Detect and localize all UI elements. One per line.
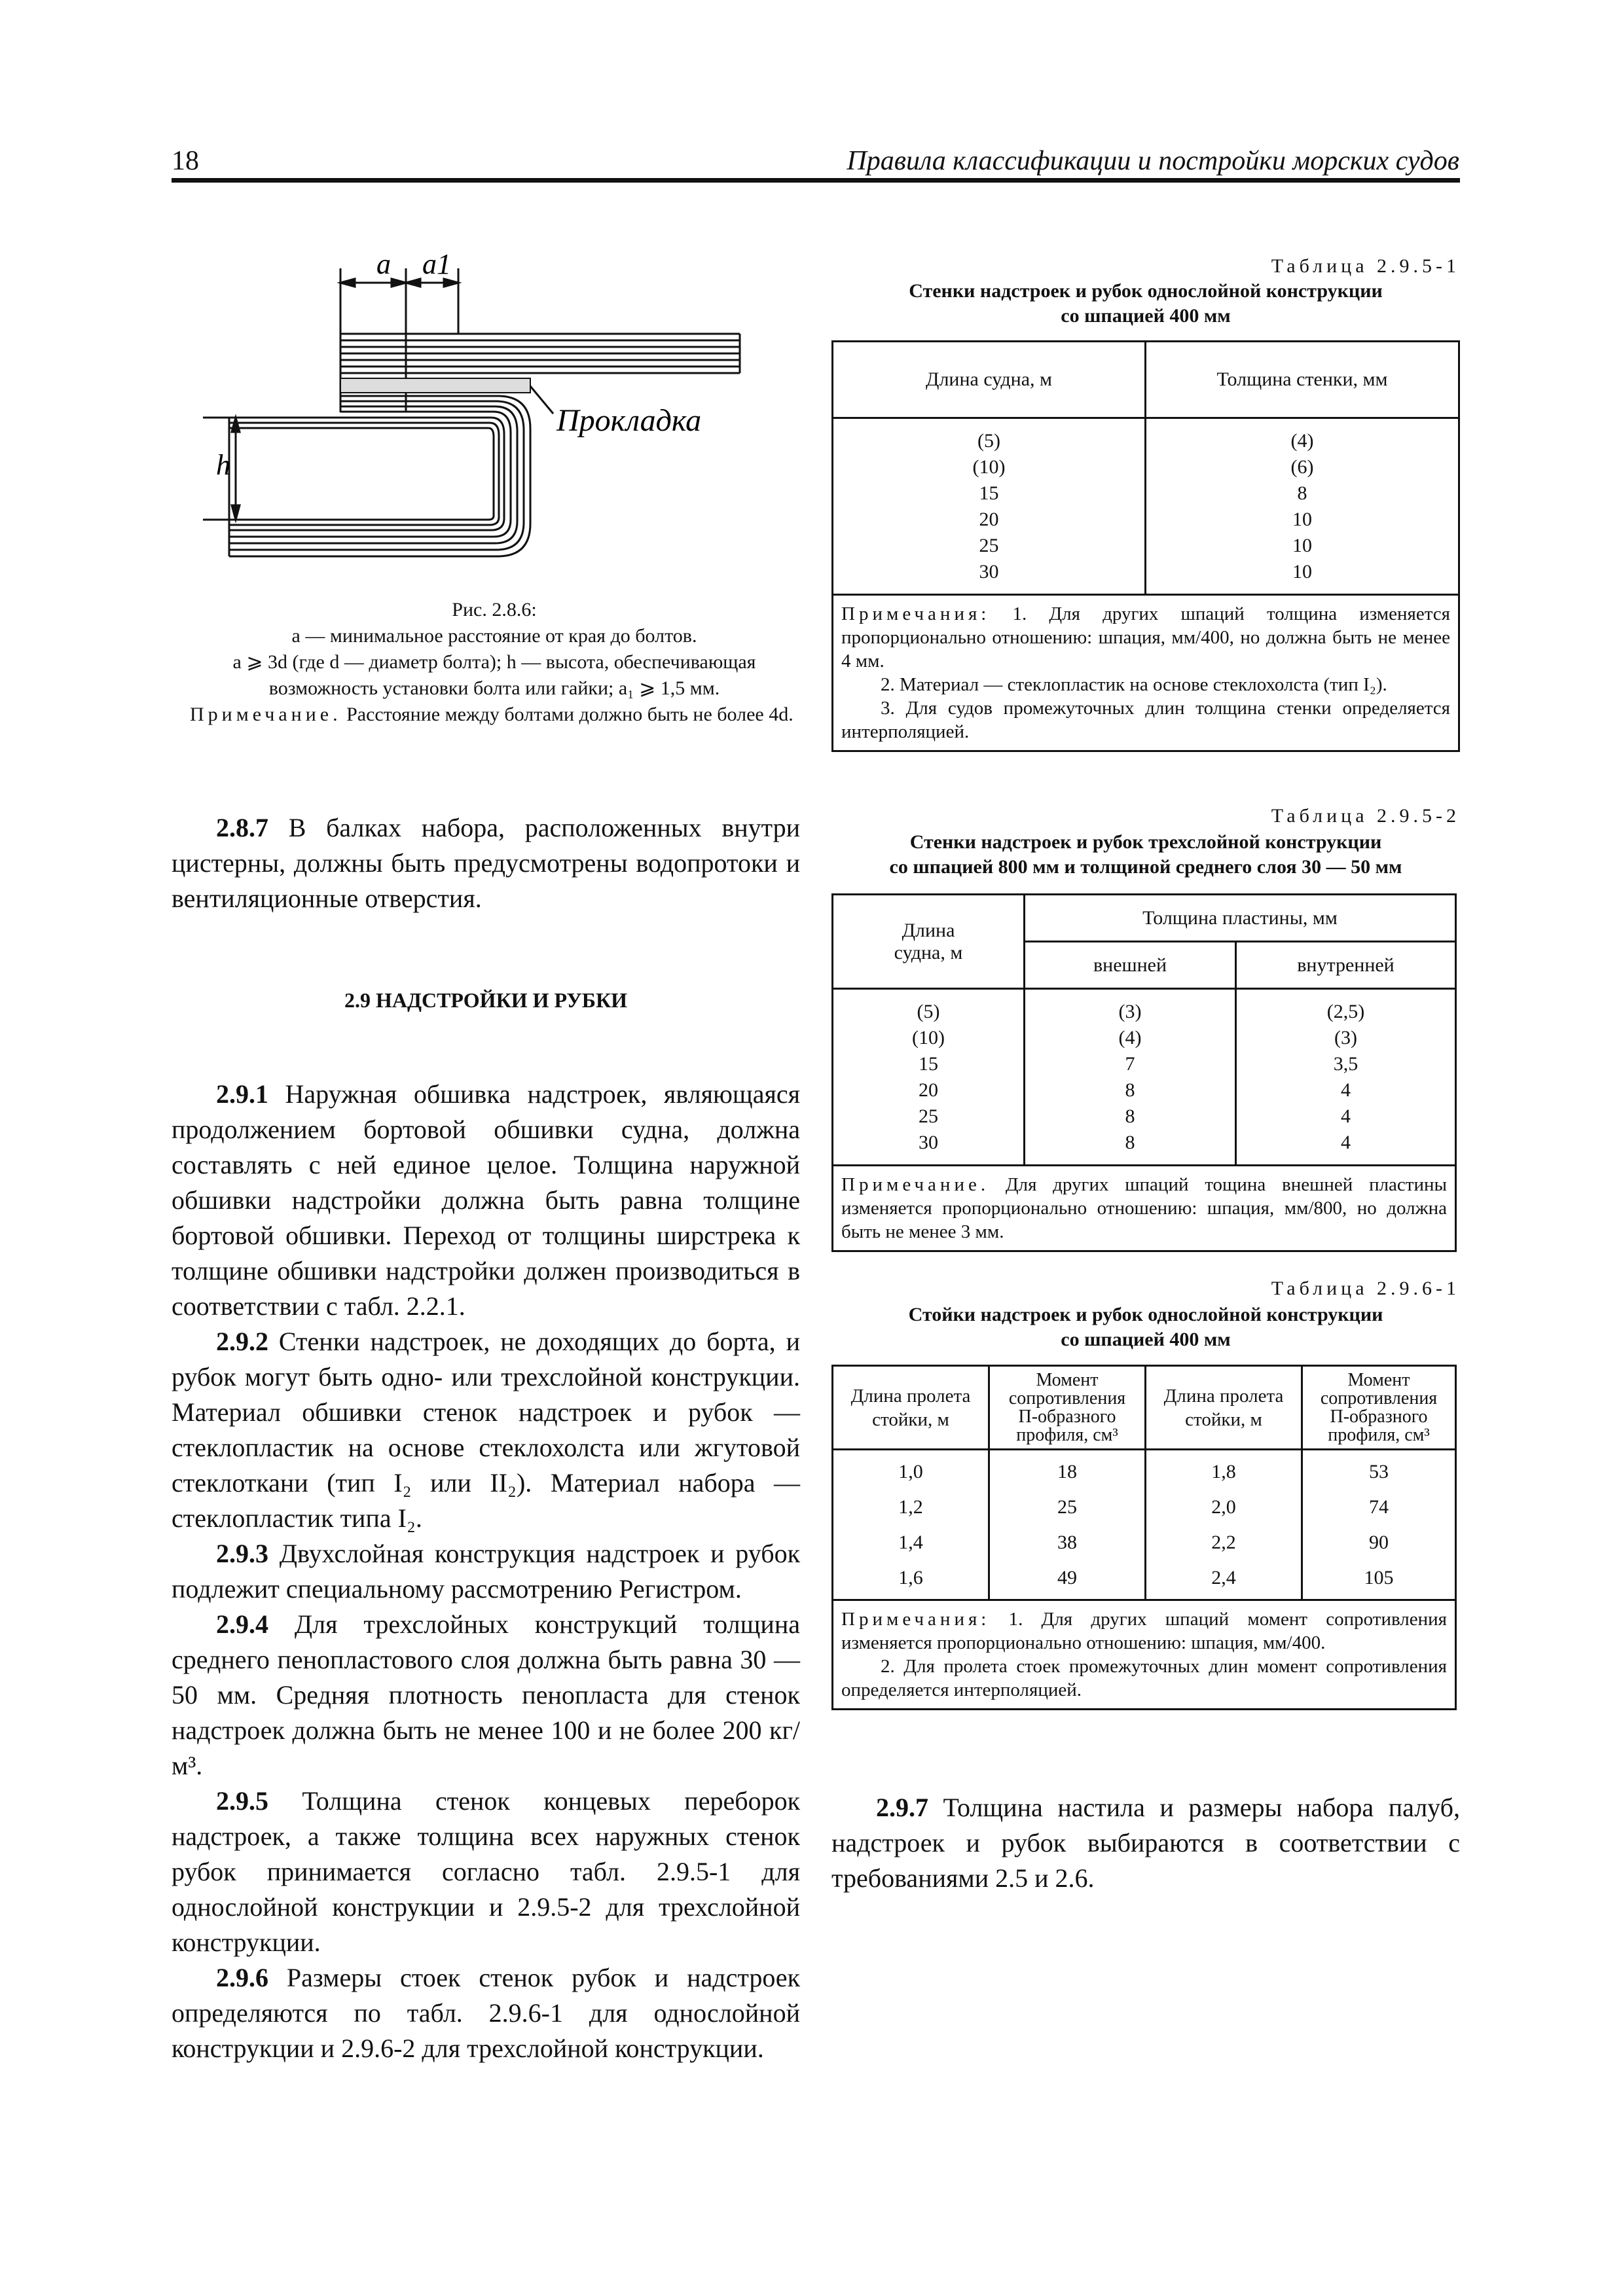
paragraph-2-9-7 <box>831 1790 1460 1896</box>
table-2-9-5-2-caption: Таблица 2.9.5-2 <box>1271 805 1460 827</box>
cell: 15 <box>919 1052 938 1075</box>
cell: 2,4 <box>1211 1566 1236 1588</box>
cell: 25 <box>919 1105 938 1127</box>
col-header-outer: внешней <box>1025 942 1236 989</box>
table-2-9-5-2 <box>831 893 1457 1252</box>
cell: 2,0 <box>1211 1496 1236 1518</box>
note-label: Примечания: <box>841 603 991 624</box>
cell: 30 <box>919 1131 938 1153</box>
section-heading: 2.9 НАДСТРОЙКИ И РУБКИ <box>344 988 628 1012</box>
note: 2. Для пролета стоек промежуточных длин момент сопротивления определяется интерполяцией. <box>841 1656 1447 1700</box>
cell: 7 <box>1125 1052 1135 1075</box>
table-2-9-5-1 <box>831 340 1460 752</box>
moment-values-2 <box>1302 1450 1456 1600</box>
table-2-9-5-2-title <box>831 830 1460 880</box>
cell: 1,2 <box>898 1496 923 1518</box>
cell: 30 <box>979 560 999 583</box>
paragraph-text: Наружная обшивка надстроек, являющаяся продолжением бортовой обшивки судна, должна составлять с ней единое целое. Толщина наружной обшивки надстройки должна быть равна толщине бортовой обшивки. Переход от толщины ширстрека к толщине обшивки надстройки должен производиться в соответствии с табл. 2.2.1. <box>172 1079 800 1321</box>
cell: (4) <box>1118 1026 1142 1049</box>
note-text: 1. Для других шпаций толщина изменяется пропорционально отношению: шпация, мм/400, но должна быть не менее 4 мм. <box>841 603 1450 672</box>
dim-a-label: a <box>376 249 391 280</box>
thickness-values <box>1146 418 1459 595</box>
note-label: Примечание. <box>841 1174 990 1195</box>
col-header-inner: внутренней <box>1236 942 1456 989</box>
header-line: сопротивления <box>1008 1388 1126 1408</box>
cell: 20 <box>979 508 999 530</box>
header-line: Момент <box>1347 1369 1410 1390</box>
running-title: Правила классификации и постройки морских судов <box>847 146 1459 176</box>
cell: 1,0 <box>898 1460 923 1482</box>
paragraph-2-9-3 <box>172 1536 800 1607</box>
cell: 1,6 <box>898 1566 923 1588</box>
header-line: П-образного <box>1330 1406 1428 1427</box>
col-group-thickness: Толщина пластины, мм <box>1025 895 1456 942</box>
paragraph-2-9-2 <box>172 1324 800 1536</box>
figure-2-8-6-diagram <box>190 249 779 589</box>
clause-number: 2.9.6 <box>216 1963 268 1992</box>
note <box>841 1173 1447 1244</box>
paragraph-2-9-4 <box>172 1607 800 1784</box>
col-header-span-1: Длина пролета стойки, м <box>833 1366 989 1450</box>
title-line: со шпацией 400 мм <box>1061 305 1231 327</box>
cell: (5) <box>917 1000 940 1022</box>
title-line: со шпацией 800 мм и толщиной среднего слоя 30 — 50 мм <box>889 856 1402 878</box>
cell: 4 <box>1341 1105 1351 1127</box>
header-line: Длина <box>902 919 955 941</box>
header-line: судна, м <box>894 941 963 963</box>
header-line: сопротивления <box>1320 1388 1438 1408</box>
title-line: Стенки надстроек и рубок трехслойной конструкции <box>909 831 1382 853</box>
cell: 8 <box>1125 1105 1135 1127</box>
cell: 18 <box>1057 1460 1077 1482</box>
header-rule <box>172 178 1460 183</box>
paragraph-text: Толщина стенок концевых переборок надстроек, а также толщина всех наружных стенок рубок принимается согласно табл. 2.9.5-1 для однослойной конструкции и 2.9.5-2 для трехслойной конструкции. <box>172 1786 800 1957</box>
col-header-length <box>833 895 1025 989</box>
title-line: Стенки надстроек и рубок однослойной конструкции <box>909 280 1383 302</box>
table-2-9-6-1-title <box>831 1302 1460 1352</box>
table-notes <box>833 1166 1456 1251</box>
paragraph-text: В балках набора, расположенных внутри цистерны, должны быть предусмотрены водопротоки и вентиляционные отверстия. <box>172 813 800 913</box>
cell: 4 <box>1341 1131 1351 1153</box>
title-line: Стойки надстроек и рубок однослойной конструкции <box>908 1304 1383 1325</box>
cell: (10) <box>912 1026 945 1049</box>
table-2-9-6-1 <box>831 1365 1457 1710</box>
col-header-length: Длина судна, м <box>833 342 1146 418</box>
clause-number: 2.9.4 <box>216 1609 268 1639</box>
title-line: со шпацией 400 мм <box>1061 1329 1231 1350</box>
cell: 90 <box>1369 1531 1389 1553</box>
cell: 1,8 <box>1211 1460 1236 1482</box>
cell: 4 <box>1341 1079 1351 1101</box>
cell: (5) <box>977 429 1000 452</box>
paragraph-text: Стенки надстроек, не доходящих до борта, и рубок могут быть одно- или трехслойной конструкции. Материал обшивки стенок надстроек и рубок — стеклопластик на основе стеклохолста или жгутовой стеклоткани (тип I₂ или II₂). Материал набора — стеклопластик типа I₂. <box>172 1327 800 1533</box>
paragraph-2-9-6 <box>172 1960 800 2066</box>
caption-title: Рис. 2.8.6: <box>452 599 537 620</box>
cell: (10) <box>972 456 1006 478</box>
cell: 3,5 <box>1333 1052 1359 1075</box>
outer-values <box>1025 989 1236 1166</box>
cell: 25 <box>1057 1496 1077 1518</box>
caption-line: возможность установки болта или гайки; a₁ ⩾ 1,5 мм. <box>268 677 720 699</box>
header-line: профиля, см³ <box>1328 1424 1430 1445</box>
cell: 10 <box>1292 560 1312 583</box>
paragraph-2-9-1 <box>172 1077 800 1324</box>
note-label: Примечание. <box>190 704 342 725</box>
caption-line: a ⩾ 3d (где d — диаметр болта); h — высота, обеспечивающая <box>232 651 756 673</box>
paragraph-text: Толщина настила и размеры набора палуб, надстроек и рубок выбираются в соответствии с требованиями 2.5 и 2.6. <box>831 1793 1460 1893</box>
section-2-9-text <box>172 1077 800 2066</box>
cell: 15 <box>979 482 999 504</box>
cell: 25 <box>979 534 999 556</box>
paragraph <box>831 1790 1460 1896</box>
cell: 2,2 <box>1211 1531 1236 1553</box>
clause-number: 2.9.5 <box>216 1786 268 1816</box>
page-number: 18 <box>172 146 199 176</box>
paragraph-text: Двухслойная конструкция надстроек и рубок подлежит специальному рассмотрению Регистром. <box>172 1539 800 1604</box>
table-notes <box>833 1600 1456 1710</box>
col-header-thickness: Толщина стенки, мм <box>1146 342 1459 418</box>
note-label: Примечания: <box>841 1609 991 1630</box>
figure-caption <box>190 597 799 728</box>
cell: (3) <box>1334 1026 1357 1049</box>
cell: (2,5) <box>1326 1000 1365 1022</box>
note: 3. Для судов промежуточных длин толщина стенки определяется интерполяцией. <box>841 698 1450 742</box>
note: 2. Материал — стеклопластик на основе стеклохолста (тип I₂). <box>881 674 1387 695</box>
dim-a1-label: a1 <box>422 249 451 280</box>
gasket-label: Прокладка <box>556 403 702 438</box>
caption-line: a — минимальное расстояние от края до болтов. <box>291 625 697 647</box>
header-line: Момент <box>1036 1369 1099 1390</box>
span-values-1 <box>833 1450 989 1600</box>
moment-values-1 <box>989 1450 1146 1600</box>
note <box>841 1607 1447 1655</box>
cell: 1,4 <box>898 1531 923 1553</box>
cell: 53 <box>1369 1460 1389 1482</box>
cell: 49 <box>1057 1566 1077 1588</box>
span-values-2 <box>1146 1450 1302 1600</box>
table-2-9-6-1-caption: Таблица 2.9.6-1 <box>1271 1278 1460 1299</box>
paragraph-text: Размеры стоек стенок рубок и надстроек определяются по табл. 2.9.6-1 для однослойной конструкции и 2.9.6-2 для трехслойной конструкции. <box>172 1963 800 2063</box>
header-line: профиля, см³ <box>1016 1424 1118 1445</box>
length-values <box>833 989 1025 1166</box>
cell: (4) <box>1290 429 1314 452</box>
col-header-moment-2 <box>1302 1366 1456 1450</box>
cell: 8 <box>1125 1131 1135 1153</box>
note-text: 1. Для других шпаций момент сопротивления изменяется пропорционально отношению: шпация, мм/400. <box>841 1609 1447 1653</box>
cell: 74 <box>1369 1496 1389 1518</box>
cell: 10 <box>1292 534 1312 556</box>
table-2-9-5-1-title <box>831 279 1460 329</box>
header-line: П-образного <box>1018 1406 1116 1427</box>
paragraph <box>172 810 800 916</box>
table-2-9-5-1-caption: Таблица 2.9.5-1 <box>1271 255 1460 277</box>
cell: 105 <box>1364 1566 1394 1588</box>
clause-number: 2.9.2 <box>216 1327 268 1356</box>
table-notes <box>833 595 1459 751</box>
note-text: Для других шпаций тощина внешней пластины изменяется пропорционально отношению: шпация, мм/800, но должна быть не менее 3 мм. <box>841 1174 1447 1242</box>
cell: 8 <box>1125 1079 1135 1101</box>
cell: (3) <box>1118 1000 1142 1022</box>
cell: 20 <box>919 1079 938 1101</box>
clause-number: 2.9.3 <box>216 1539 268 1568</box>
paragraph-2-8-7 <box>172 810 800 916</box>
cell: 38 <box>1057 1531 1077 1553</box>
cell: (6) <box>1290 456 1314 478</box>
length-values <box>833 418 1146 595</box>
cell: 10 <box>1292 508 1312 530</box>
dim-h-label: h <box>216 449 230 481</box>
col-header-span-2: Длина пролета стойки, м <box>1146 1366 1302 1450</box>
paragraph-2-9-5 <box>172 1784 800 1960</box>
paragraph-text: Для трехслойных конструкций толщина среднего пенопластового слоя должна быть равна 30 — 50 мм. Средняя плотность пенопласта для стенок надстроек должна быть не менее 100 и не более 200 кг/м³. <box>172 1609 800 1780</box>
caption-note <box>190 702 799 728</box>
inner-values <box>1236 989 1456 1166</box>
cell: 8 <box>1297 482 1307 504</box>
note-text: Расстояние между болтами должно быть не более 4d. <box>346 704 793 725</box>
note <box>841 602 1450 673</box>
clause-number: 2.9.1 <box>216 1079 268 1109</box>
col-header-moment-1 <box>989 1366 1146 1450</box>
clause-number: 2.8.7 <box>216 813 268 842</box>
clause-number: 2.9.7 <box>876 1793 928 1822</box>
